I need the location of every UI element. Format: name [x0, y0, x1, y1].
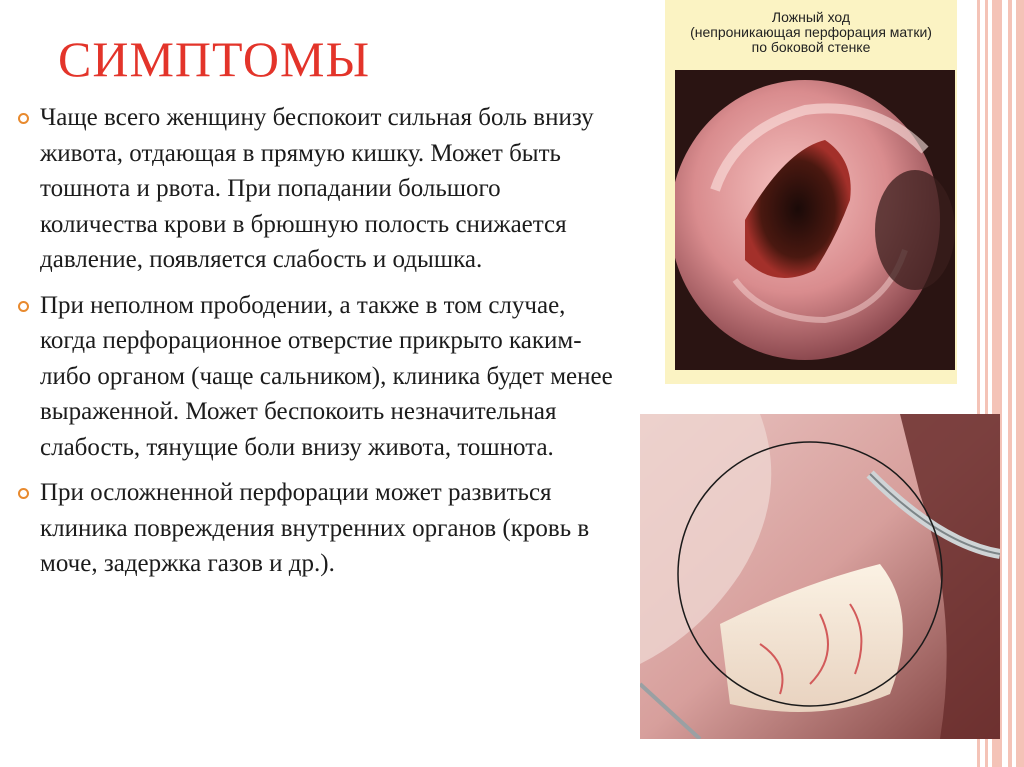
bullet-text: Чаще всего женщину беспокоит сильная боль внизу живота, отдающая в прямую кишку. Может быть тошнота и рвота. При попадании большого количества крови в брюшную полость снижается давление, появляется слабость и одышка.: [40, 104, 594, 273]
bullet-list: [18, 100, 618, 592]
bullet-circle-icon: [18, 113, 29, 124]
bullet-circle-icon: [18, 488, 29, 499]
laparoscopy-image: [640, 414, 1000, 739]
caption-line: Ложный ход: [771, 9, 851, 25]
bullet-circle-icon: [18, 301, 29, 312]
bullet-item: [18, 475, 618, 582]
slide-title: СИМПТОМЫ: [58, 31, 371, 87]
bullet-item: [18, 288, 618, 466]
bullet-text: При осложненной перфорации может развиться клиника повреждения внутренних органов (кровь в моче, задержка газов и др.).: [40, 479, 590, 577]
figure-caption: [665, 10, 957, 55]
caption-line: (непроникающая перфорация матки): [690, 24, 932, 40]
stripe: [1016, 0, 1024, 767]
stripe: [1008, 0, 1012, 767]
hysteroscopy-figure: [665, 0, 957, 384]
caption-line: по боковой стенке: [751, 39, 871, 55]
bullet-text: При неполном прободении, а также в том случае, когда перфорационное отверстие прикрыто каким-либо органом (чаще сальником), клиника будет менее выраженной. Может беспокоить незначительная слабость, тянущие боли внизу живота, тошнота.: [40, 291, 613, 461]
hysteroscopy-image: [675, 70, 955, 370]
bullet-item: [18, 100, 618, 278]
